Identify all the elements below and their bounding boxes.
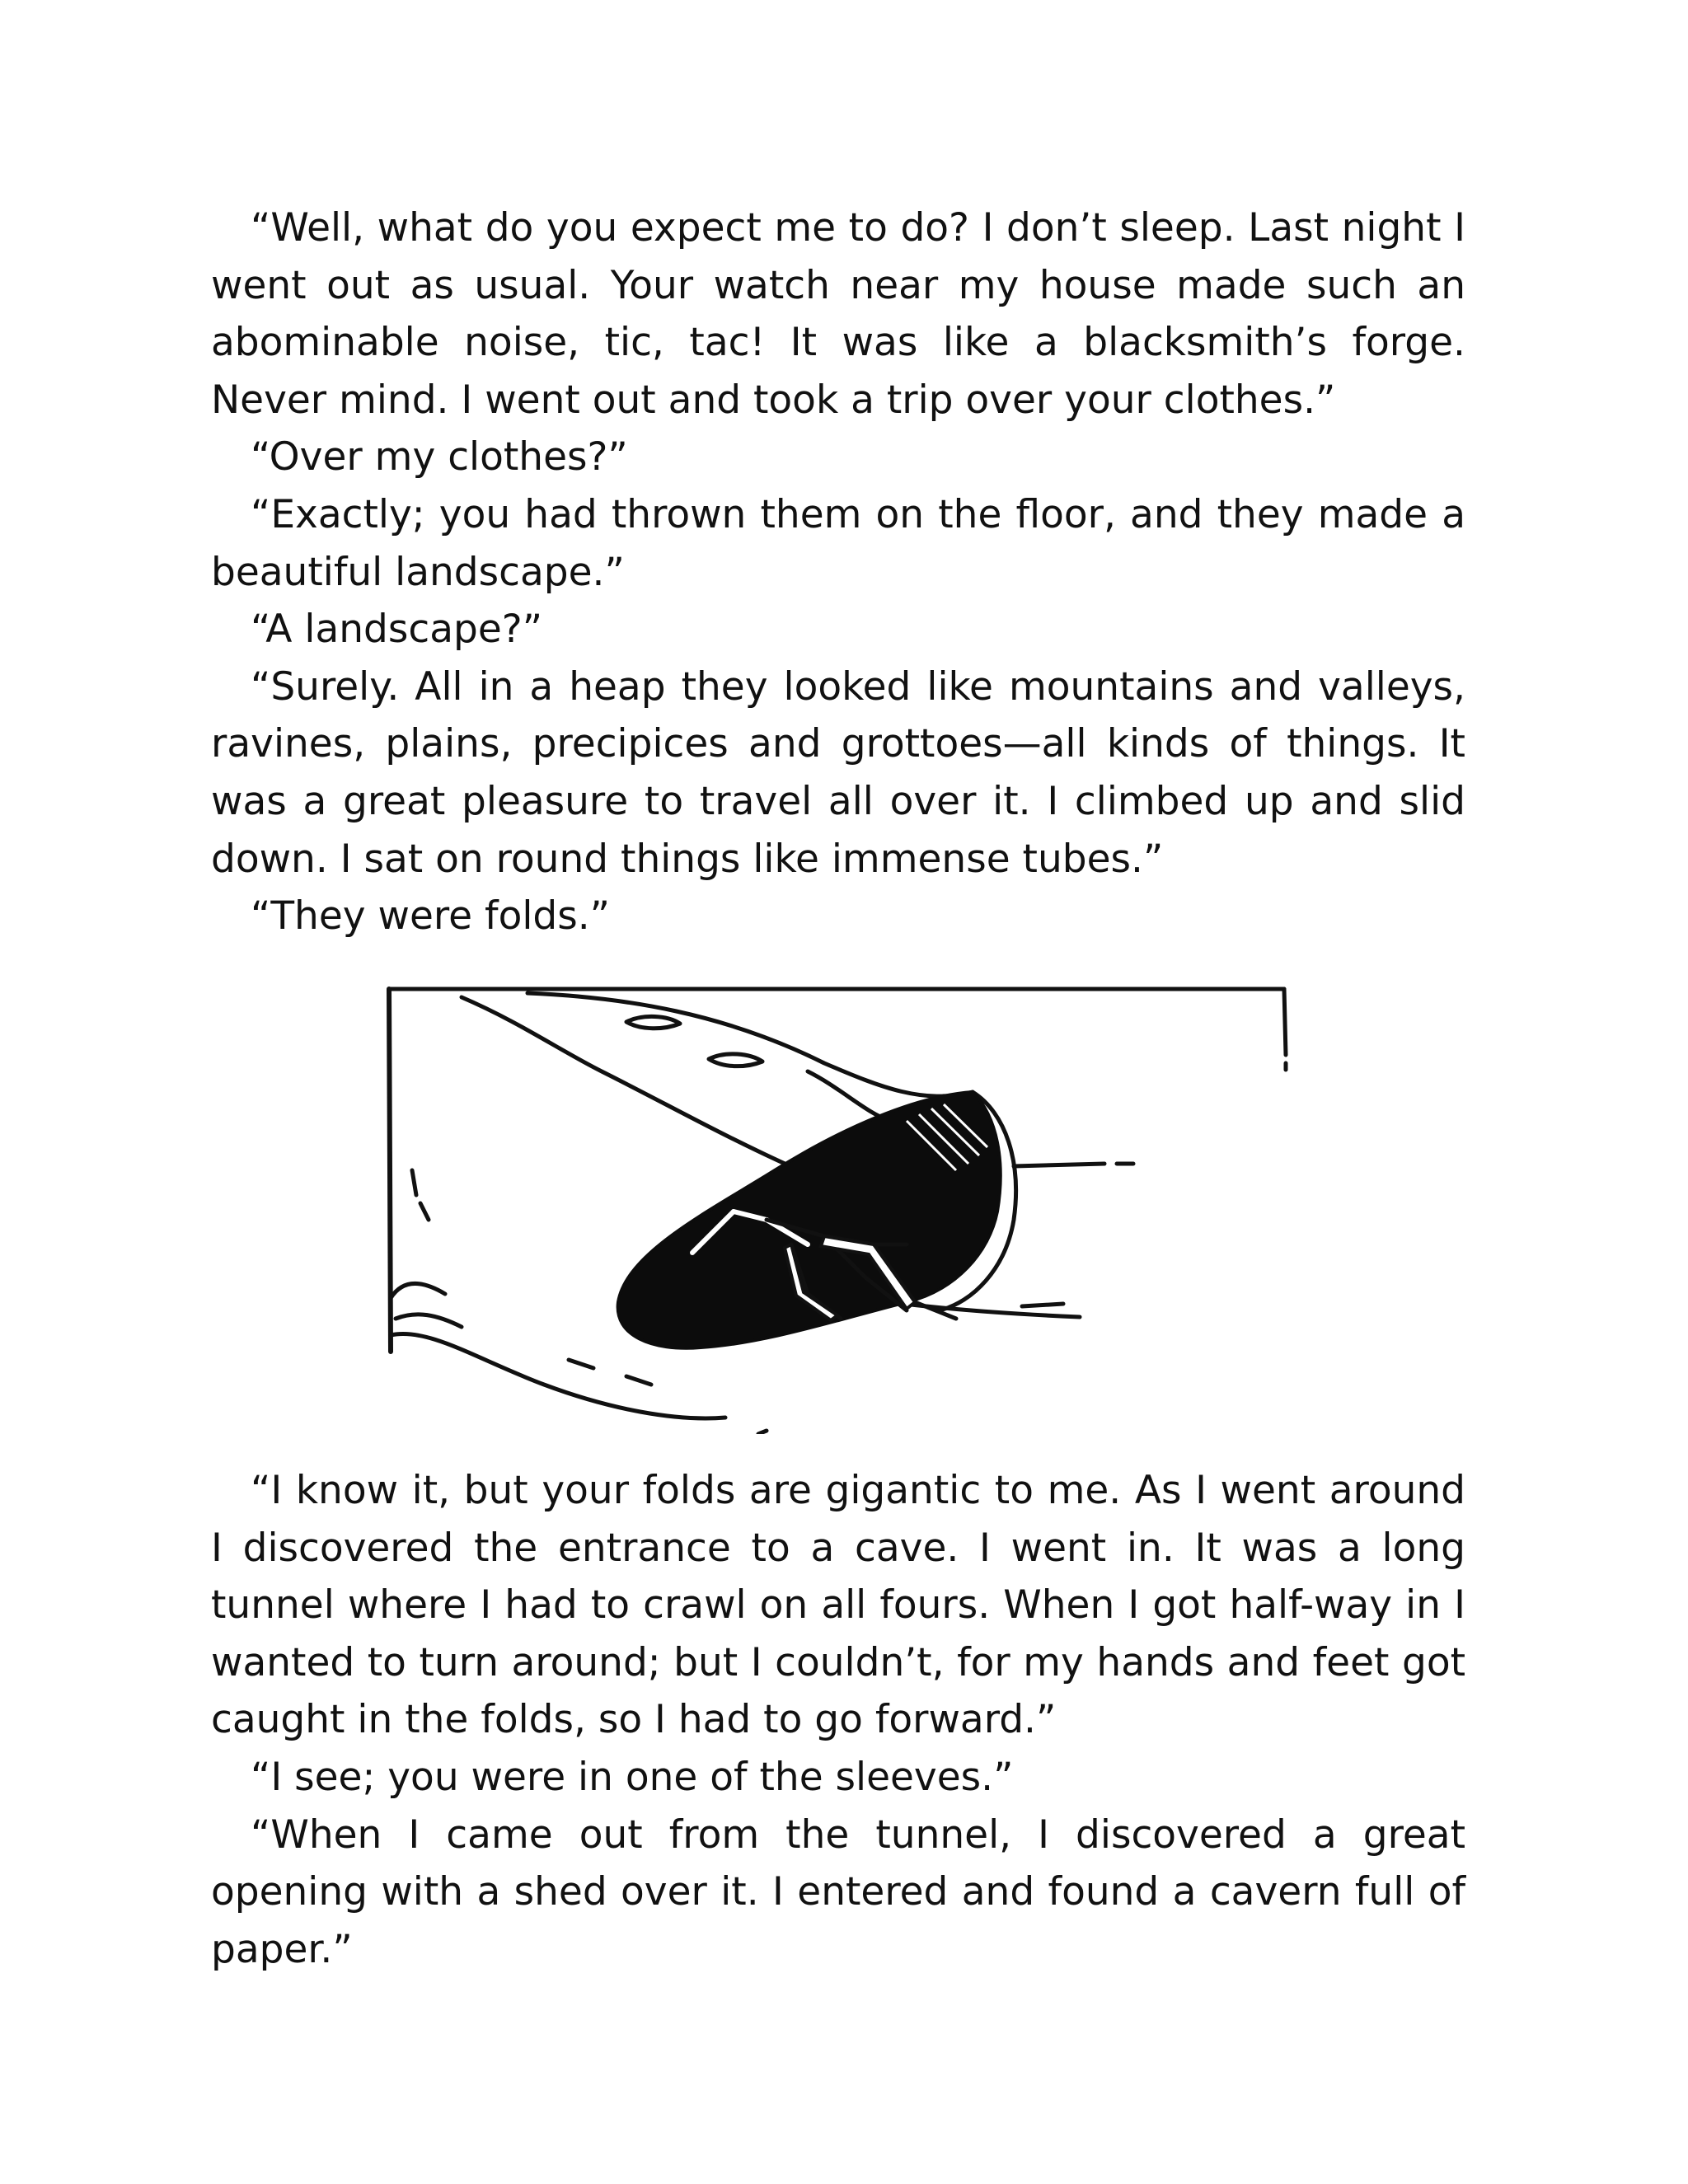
paragraph: “Well, what do you expect me to do? I don’t sleep. Last night I went out as usual. Your watch near my house made such an abominable noise, tic, tac! It was like a blacksmith’s forge. Never mind. I went out and took a trip over your clothes.”: [211, 205, 1465, 423]
paragraph: “I know it, but your folds are gigantic to me. As I went around I discovered the entrance to a cave. I went in. It was a long tunnel where I had to crawl on all fours. When I got half-way in I wanted to turn around; but I couldn’t, for my hands and feet got caught in the folds, so I had to go forward.”: [211, 1468, 1465, 1743]
paragraph: “Over my clothes?”: [251, 434, 628, 480]
paragraph: “When I came out from the tunnel, I discovered a great opening with a shed over it. I entered and found a cavern full of paper.”: [211, 1811, 1465, 1972]
sleeve-drawing: [379, 972, 1302, 1434]
text-block-top: [211, 199, 1465, 945]
paragraph: “A landscape?”: [251, 607, 543, 653]
paragraph: “I see; you were in one of the sleeves.”: [251, 1754, 1014, 1800]
paragraph: “They were folds.”: [251, 893, 610, 940]
paragraph: “Surely. All in a heap they looked like mountains and valleys, ravines, plains, precipices and grottoes—all kinds of things. It was a great pleasure to travel all over it. I climbed up and slid down. I sat on round things like immense tubes.”: [211, 663, 1465, 882]
sleeve-illustration: [379, 972, 1302, 1434]
text-block-bottom: [211, 1462, 1465, 1978]
paragraph: “Exactly; you had thrown them on the floor, and they made a beautiful landscape.”: [211, 491, 1465, 595]
